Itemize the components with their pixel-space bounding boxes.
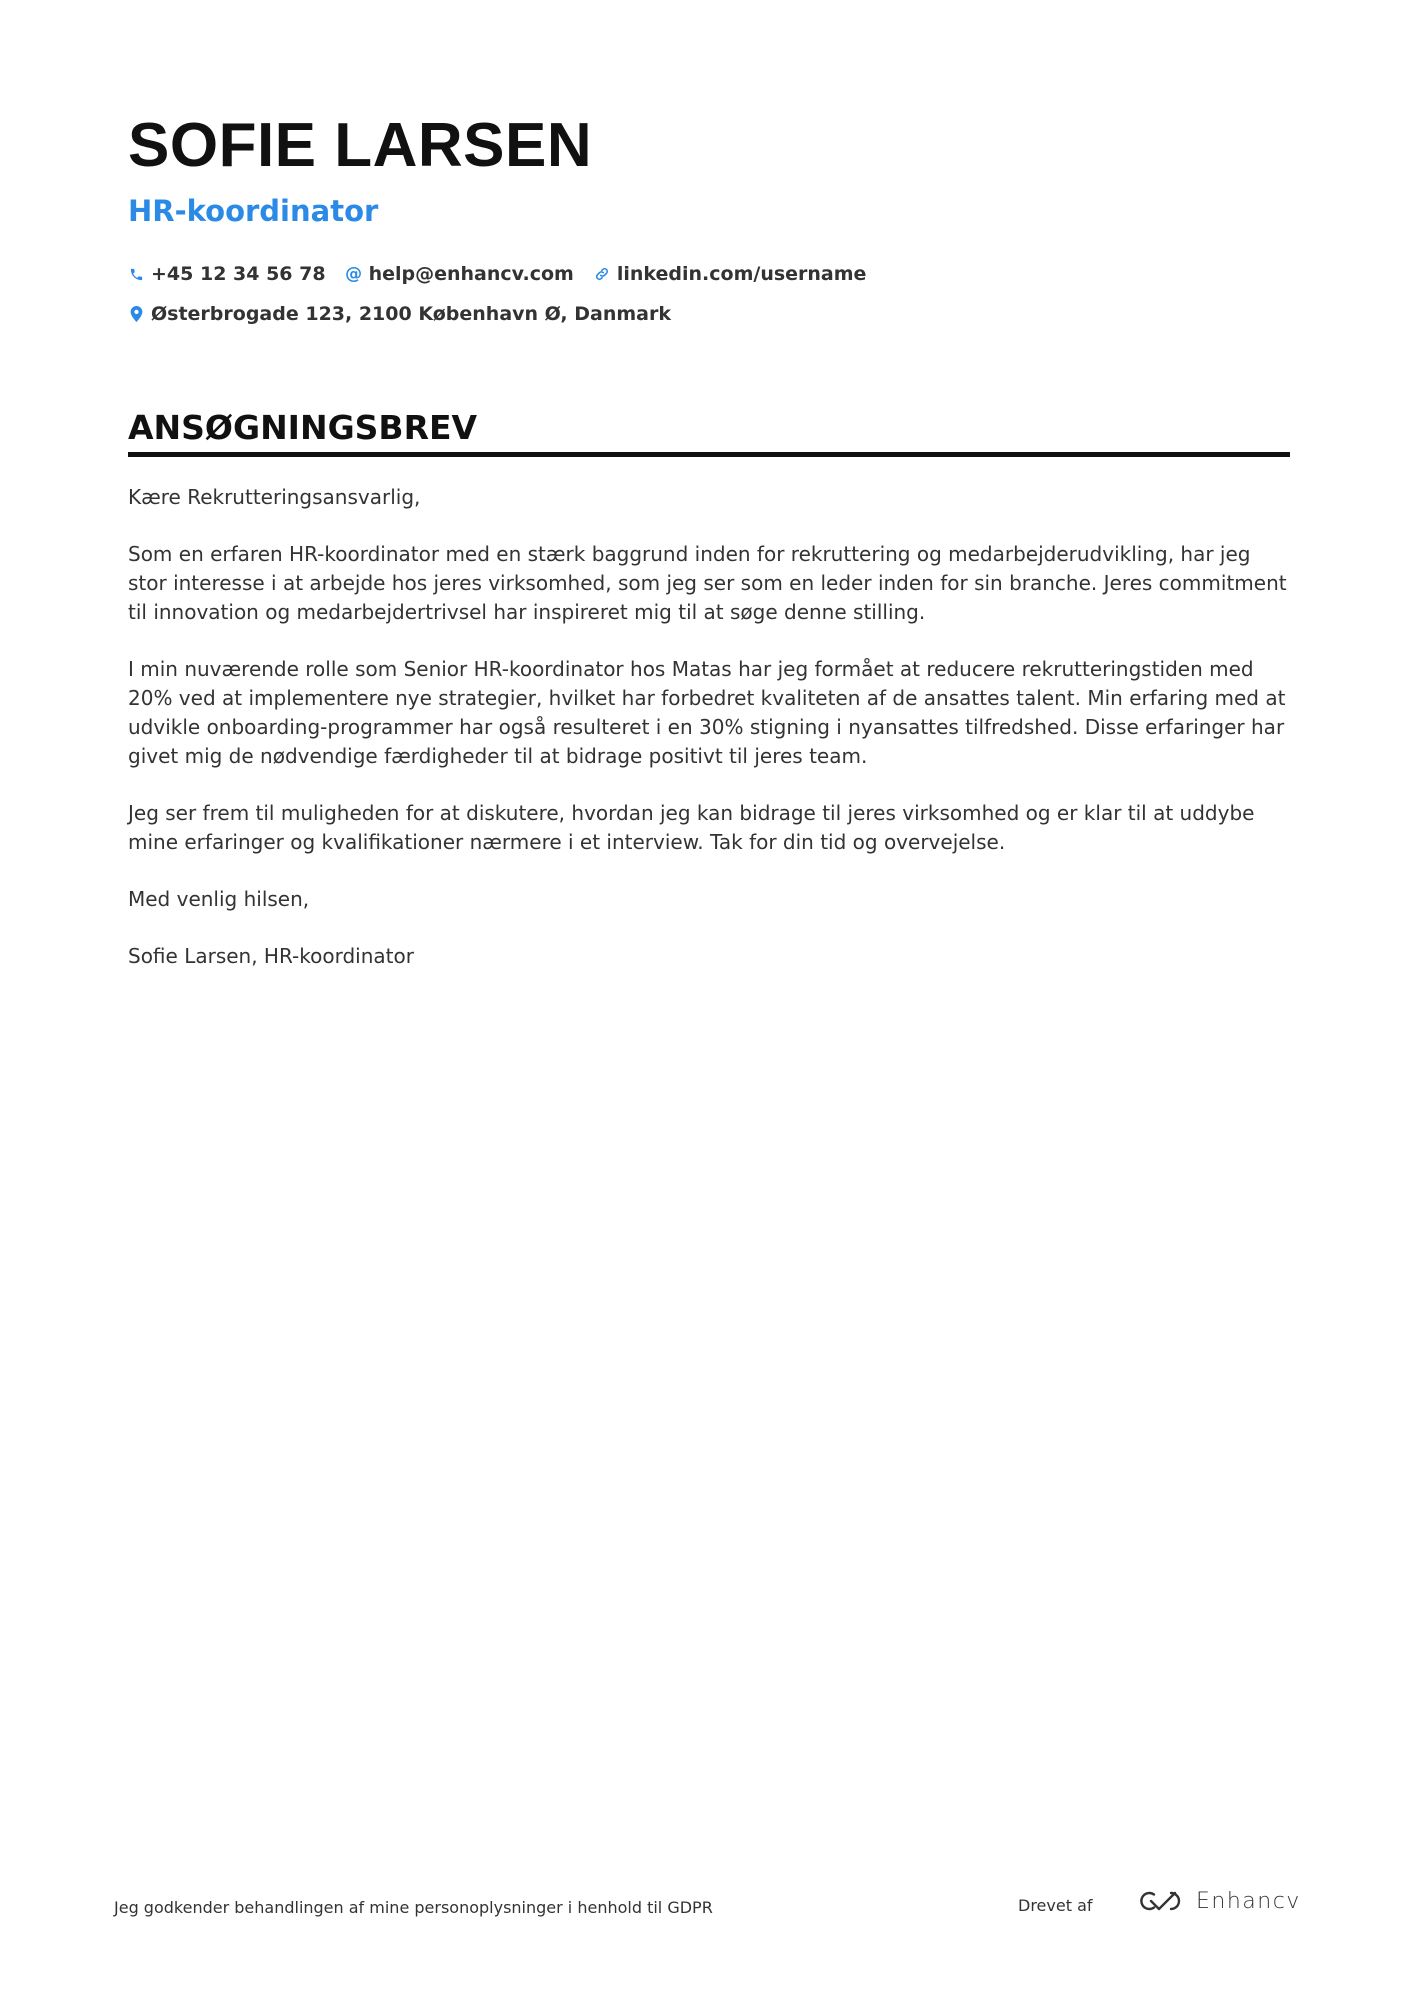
header [128, 104, 1288, 334]
job-title: HR-koordinator [128, 194, 379, 228]
phone-text: +45 12 34 56 78 [151, 263, 326, 285]
address-text: Østerbrogade 123, 2100 København Ø, Danmark [151, 303, 671, 325]
enhancv-logo-icon [1138, 1888, 1184, 1914]
contact-row-primary [128, 254, 1288, 294]
email-contact[interactable] [346, 263, 574, 285]
candidate-name: SOFIE LARSEN [128, 111, 593, 180]
powered-by-label: Drevet af [1018, 1896, 1093, 1915]
gdpr-consent-text: Jeg godkender behandlingen af mine personoplysninger i henhold til GDPR [114, 1898, 713, 1917]
linkedin-text[interactable]: linkedin.com/username [616, 263, 867, 285]
footer [114, 1884, 1301, 1934]
letter-paragraph: Jeg ser frem til muligheden for at diskutere, hvordan jeg kan bidrage til jeres virksomhed og er klar til at uddybe mine erfaringer og kvalifikationer nærmere i et interview. Tak for din tid og overvejelse. [128, 801, 1255, 854]
email-text[interactable]: help@enhancv.com [368, 263, 574, 285]
enhancv-brand-name: Enhancv [1196, 1888, 1301, 1914]
phone-contact [128, 263, 326, 285]
link-icon [594, 266, 610, 282]
contact-info [128, 254, 1288, 334]
letter-closing: Med venlig hilsen, [128, 887, 310, 911]
letter-signature: Sofie Larsen, HR-koordinator [128, 944, 414, 968]
location-pin-icon [128, 306, 144, 322]
enhancv-logo[interactable] [1138, 1888, 1301, 1914]
letter-paragraph: I min nuværende rolle som Senior HR-koordinator hos Matas har jeg formået at reducere rekrutteringstiden med 20% ved at implementere nye strategier, hvilket har forbedret kvaliteten af de ansattes talent. Min erfaring med at udvikle onboarding-programmer har også resulteret i en 30% stigning i nyansattes tilfredshed. Disse erfaringer har givet mig de nødvendige færdigheder til at bidrage positivt til jeres team. [128, 657, 1286, 768]
cover-letter-section [128, 406, 1290, 999]
letter-greeting: Kære Rekrutteringsansvarlig, [128, 485, 421, 509]
section-title: ANSØGNINGSBREV [128, 406, 1290, 457]
letter-paragraph: Som en erfaren HR-koordinator med en stærk baggrund inden for rekruttering og medarbejderudvikling, har jeg stor interesse i at arbejde hos jeres virksomhed, som jeg ser som en leder inden for sin branche. Jeres commitment til innovation og medarbejdertrivsel har inspireret mig til at søge denne stilling. [128, 542, 1287, 624]
letter-body [128, 483, 1290, 971]
linkedin-contact[interactable] [594, 263, 867, 285]
phone-icon [128, 266, 144, 282]
contact-row-address [128, 294, 1288, 334]
at-icon: @ [345, 264, 363, 284]
address-contact [128, 303, 671, 325]
